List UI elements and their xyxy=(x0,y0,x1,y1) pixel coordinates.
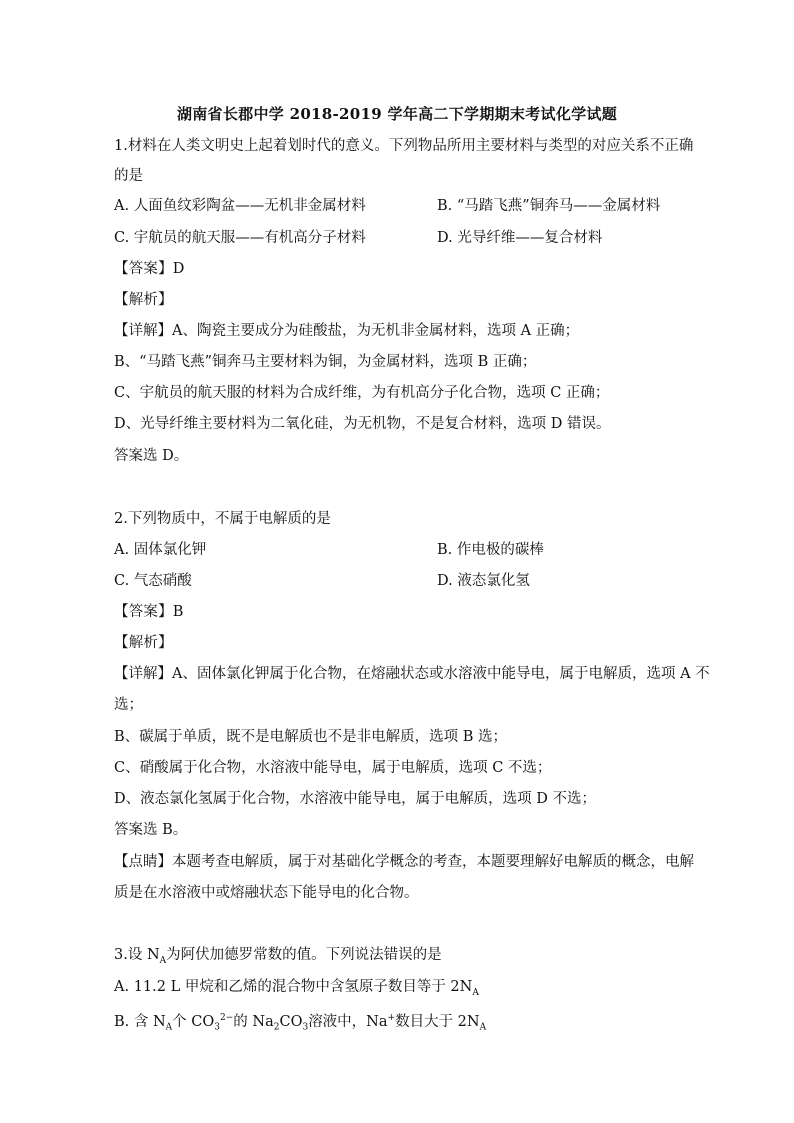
q2-option-c: C. 气态硝酸 xyxy=(114,573,192,589)
q3-option-b-p2: 个 CO xyxy=(172,1013,215,1030)
q1-conclusion: 答案选 D。 xyxy=(114,448,189,464)
q1-detail-c: C、宇航员的航天服的材料为合成纤维，为有机高分子化合物，选项 C 正确； xyxy=(114,385,610,401)
q1-detail-b: B、“马踏飞燕”铜奔马主要材料为铜，为金属材料，选项 B 正确； xyxy=(114,354,537,370)
q3-stem-post: 为阿伏加德罗常数的值。下列说法错误的是 xyxy=(166,947,442,963)
q3-option-b-s1: A xyxy=(165,1022,173,1033)
q3-option-b-s4: 3 xyxy=(302,1022,309,1033)
q3-option-b-s2: 3 xyxy=(214,1022,220,1033)
q3-stem xyxy=(114,946,442,970)
q2-answer: 【答案】B xyxy=(114,604,184,620)
q3-option-b-p1: B. 含 N xyxy=(114,1013,166,1030)
q3-option-a-text: A. 11.2 L 甲烷和乙烯的混合物中含氢原子数目等于 2N xyxy=(114,979,473,995)
q2-option-d: D. 液态氯化氢 xyxy=(437,573,530,589)
q1-detail-d: D、光导纤维主要材料为二氧化硅，为无机物，不是复合材料，选项 D 错误。 xyxy=(114,416,611,432)
document-title: 湖南省长郡中学 2018-2019 学年高二下学期期末考试化学试题 xyxy=(176,105,618,123)
q3-option-b-p3: 的 Na xyxy=(233,1013,274,1030)
q3-stem-sub: A xyxy=(159,955,167,966)
q2-detail-c: C、硝酸属于化合物，水溶液中能导电，属于电解质，选项 C 不选； xyxy=(114,760,552,776)
q3-option-b xyxy=(114,1009,486,1037)
q3-option-b-sup2: 2− xyxy=(220,1013,234,1023)
q1-option-d: D. 光导纤维——复合材料 xyxy=(437,230,603,246)
q3-option-b-p6: 数目大于 2N xyxy=(395,1013,480,1030)
q2-analysis-label: 【解析】 xyxy=(114,635,173,651)
q1-option-a: A. 人面鱼纹彩陶盆——无机非金属材料 xyxy=(114,198,366,214)
q3-option-a xyxy=(114,978,479,1002)
q3-option-a-sub: A xyxy=(472,987,479,998)
q1-option-b: B. “马踏飞燕”铜奔马——金属材料 xyxy=(437,198,661,214)
q3-stem-pre: 3.设 N xyxy=(114,947,160,963)
q3-option-b-sup5: + xyxy=(387,1013,396,1023)
q1-stem-line1: 1.材料在人类文明史上起着划时代的意义。下列物品所用主要材料与类型的对应关系不正确 xyxy=(114,138,694,154)
q1-detail-a: 【详解】A、陶瓷主要成分为硅酸盐，为无机非金属材料，选项 A 正确； xyxy=(114,323,580,339)
q2-option-a: A. 固体氯化钾 xyxy=(114,542,207,558)
q2-stem: 2.下列物质中，不属于电解质的是 xyxy=(114,511,331,527)
q3-option-b-s6: A xyxy=(479,1022,487,1033)
q1-analysis-label: 【解析】 xyxy=(114,292,173,308)
q2-comment-line2: 质是在水溶液中或熔融状态下能导电的化合物。 xyxy=(114,885,419,901)
q3-option-b-p4: CO xyxy=(279,1013,303,1030)
q2-conclusion: 答案选 B。 xyxy=(114,822,188,838)
q3-option-b-s3: 2 xyxy=(273,1022,280,1033)
q2-detail-b: B、碳属于单质，既不是电解质也不是非电解质，选项 B 选； xyxy=(114,729,508,745)
q1-answer: 【答案】D xyxy=(114,261,185,277)
q1-stem-line2: 的是 xyxy=(114,168,143,184)
q2-detail-a-line2: 选； xyxy=(114,697,143,713)
q2-option-b: B. 作电极的碳棒 xyxy=(437,542,544,558)
q3-option-b-p5: 溶液中，Na xyxy=(308,1013,388,1030)
q1-option-c: C. 宇航员的航天服——有机高分子材料 xyxy=(114,230,366,246)
q2-detail-a-line1: 【详解】A、固体氯化钾属于化合物，在熔融状态或水溶液中能导电，属于电解质，选项 A 不 xyxy=(114,666,710,682)
q2-detail-d: D、液态氯化氢属于化合物，水溶液中能导电，属于电解质，选项 D 不选； xyxy=(114,791,596,807)
q2-comment-line1: 【点睛】本题考查电解质，属于对基础化学概念的考查，本题要理解好电解质的概念，电解 xyxy=(114,854,694,870)
